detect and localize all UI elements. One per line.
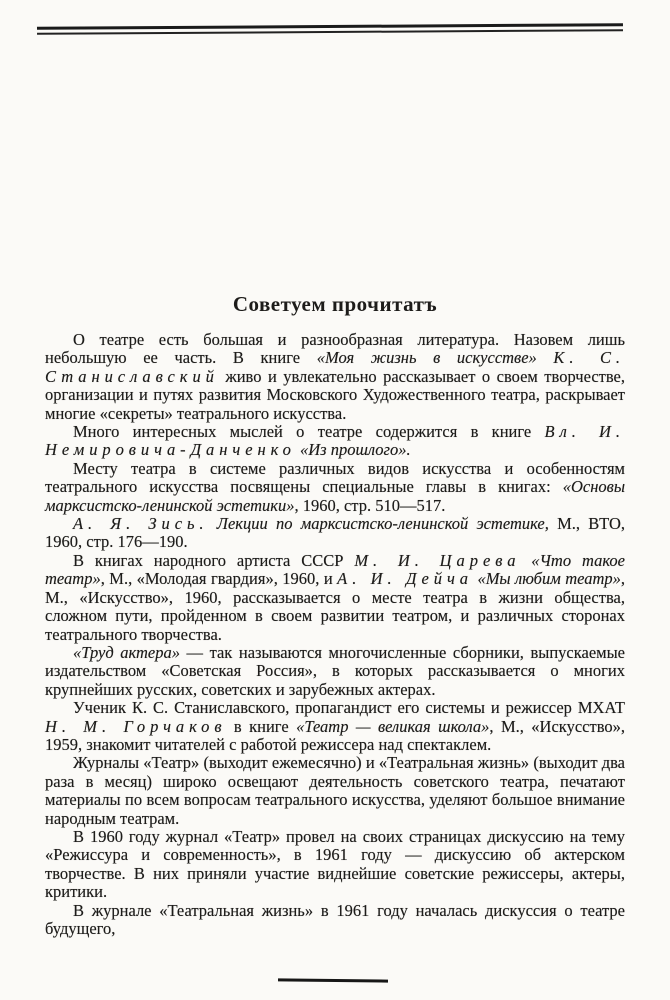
- text-segment: , М., «Молодая гвардия», 1960, и: [100, 569, 338, 589]
- paragraph: [45, 828, 625, 902]
- text-segment: М. И. Царева: [354, 550, 521, 570]
- text-segment: В 1960 году журнал «Театр» провел на своих страницах дискуссию на тему «Режиссура и современность», в 1961 году — дискуссию об актерском творчестве. В них приняли участие виднейшие советские режиссеры, актеры, критики.: [45, 826, 625, 902]
- text-segment: — так называются многочисленные сборники, выпускаемые издательством «Советская Россия», в которых рассказывается о многих крупнейших русских, советских и зарубежных актерах.: [45, 642, 625, 699]
- text-segment: О театре есть большая и разнообразная литература. Назовем лишь небольшую ее часть. В книге: [45, 330, 625, 368]
- text-segment: , М., «Искусство», 1959, знакомит читателей с работой режиссера над спектаклем.: [45, 716, 625, 754]
- text-segment: Ученик К. С. Станиславского, пропагандист его системы и режиссер МХАТ: [73, 698, 625, 718]
- text-segment: К. С. Станиславский: [45, 348, 625, 386]
- text-segment: Н. М. Горчаков: [45, 716, 227, 736]
- paragraph: [45, 460, 625, 515]
- text-segment: «Моя жизнь в искусстве»: [316, 348, 537, 368]
- text-segment: В журнале «Театральная жизнь» в 1961 году началась дискуссия о театре будущего,: [45, 900, 625, 938]
- paragraph: [45, 515, 625, 552]
- bottom-rule: [278, 978, 388, 982]
- text-segment: «Основы марксистско-ленинской эстетики»: [45, 477, 625, 515]
- paragraph: [45, 552, 625, 644]
- paragraph: [45, 902, 625, 939]
- text-segment: в книге: [226, 716, 297, 736]
- text-segment: Много интересных мыслей о театре содержится в книге: [73, 422, 545, 442]
- text-segment: М., ВТО, 1960, стр. 176—190.: [45, 514, 625, 552]
- text-segment: «Что такое театр»: [45, 550, 625, 589]
- paragraph: [45, 331, 625, 423]
- paragraph: [45, 754, 625, 828]
- page-title: Советуем прочитатъ: [232, 292, 438, 316]
- text-segment: Лекции по марксистско-ленинской эстетике,: [208, 514, 549, 534]
- text-segment: живо и увлекательно рассказывает о своем творчестве, организации и путях развития Московского Художественного театра, раскрывает многие «секреты» театрального искусства.: [45, 366, 625, 423]
- text-segment: [520, 551, 531, 570]
- text-segment: , 1960, стр. 510—517.: [294, 495, 446, 515]
- text-segment: , М., «Искусство», 1960, рассказывается о месте театра в жизни общества, сложном пути, пройденном в своем развитии театром, и различных сторонах театрального творчества.: [45, 569, 626, 644]
- text-segment: Вл. И. Немировича-Данченко: [45, 422, 625, 460]
- text-segment: «Мы любим театр»: [477, 569, 621, 589]
- text-segment: В книгах народного артиста СССР: [73, 550, 355, 570]
- text-segment: А. Я. Зись.: [73, 514, 209, 534]
- text-segment: А. И. Дейча: [337, 569, 473, 589]
- text-segment: «Труд актера»: [73, 642, 180, 662]
- body-text: [0, 331, 670, 938]
- text-segment: Месту театра в системе различных видов искусства и особенностям театрального искусства посвящены специальные главы в книгах:: [45, 458, 625, 497]
- text-segment: «Театр — великая школа»: [296, 716, 490, 736]
- text-segment: «Из прошлого».: [299, 440, 411, 460]
- text-segment: Журналы «Театр» (выходит ежемесячно) и «Театральная жизнь» (выходит два раза в месяц) широко освещают деятельность советского театра, печатают материалы по всем вопросам театрального искусства, уделяют большое внимание народным театрам.: [45, 753, 625, 828]
- paragraph: [45, 423, 625, 460]
- paragraph: [45, 644, 625, 699]
- paragraph: [45, 699, 625, 754]
- text-segment: [537, 348, 554, 367]
